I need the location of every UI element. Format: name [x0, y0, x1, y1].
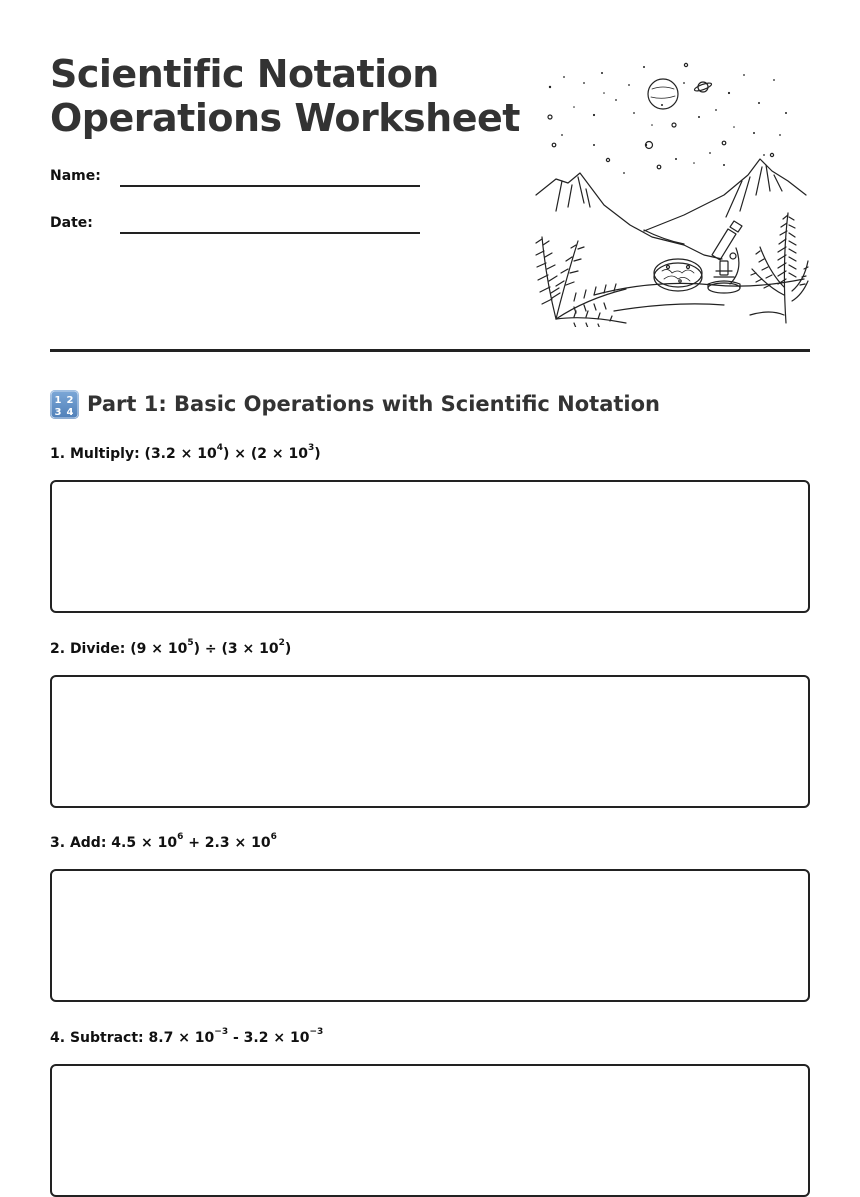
expression-part: (9 × 10	[130, 641, 188, 657]
part1-title: Part 1: Basic Operations with Scientific Notation	[87, 392, 660, 416]
title-line-2: Operations Worksheet	[50, 96, 520, 140]
part1-heading	[50, 388, 660, 420]
exponent: −3	[214, 1027, 229, 1037]
expression-part: - 3.2 × 10	[228, 1030, 310, 1046]
name-field[interactable]	[50, 160, 430, 190]
question-2-label	[50, 638, 292, 657]
expression-part: ) × (2 × 10	[222, 446, 308, 462]
question-verb: Multiply:	[69, 446, 140, 462]
expression-part: )	[314, 446, 321, 462]
stars-icon	[549, 66, 787, 174]
date-label: Date:	[50, 215, 93, 231]
exponent: 4	[216, 443, 223, 453]
worksheet-title	[50, 52, 530, 140]
question-number: 2.	[50, 641, 66, 657]
question-3-label	[50, 832, 277, 851]
exponent: 6	[177, 832, 184, 842]
name-label: Name:	[50, 168, 101, 184]
expression-part: )	[284, 641, 292, 657]
answer-box-2[interactable]	[50, 675, 810, 808]
date-field[interactable]	[50, 207, 430, 237]
plant-right-icon	[750, 213, 808, 323]
name-line[interactable]	[120, 185, 420, 187]
fern-left-icon	[536, 237, 626, 327]
svg-text:2: 2	[66, 394, 74, 406]
expression-part: 4.5 × 10	[111, 835, 178, 851]
exponent: 5	[187, 638, 194, 648]
exponent: −3	[309, 1027, 324, 1037]
answer-box-4[interactable]	[50, 1064, 810, 1197]
svg-text:4: 4	[66, 406, 74, 418]
question-verb: Subtract:	[69, 1030, 144, 1046]
exponent: 2	[278, 638, 285, 648]
question-number: 1.	[50, 446, 66, 462]
expression-part: ) ÷ (3 × 10	[193, 641, 279, 657]
ground-line	[594, 279, 804, 295]
title-line-1: Scientific Notation	[50, 52, 439, 96]
saturn-icon	[694, 81, 713, 92]
question-4-label	[50, 1027, 324, 1046]
input-numbers-icon	[50, 390, 79, 419]
header-divider	[50, 349, 810, 352]
question-number: 4.	[50, 1030, 66, 1046]
svg-text:1: 1	[54, 394, 62, 406]
expression-part: 8.7 × 10	[148, 1030, 215, 1046]
expression-part: (3.2 × 10	[144, 446, 217, 462]
exponent: 3	[307, 443, 315, 453]
expression-part: + 2.3 × 10	[183, 835, 271, 851]
petri-dish-icon	[654, 259, 702, 291]
date-line[interactable]	[120, 232, 420, 234]
question-number: 3.	[50, 835, 66, 851]
worksheet-page	[50, 0, 810, 1161]
question-1-label	[50, 443, 321, 462]
question-verb: Add:	[69, 835, 107, 851]
question-verb: Divide:	[69, 641, 126, 657]
exponent: 6	[270, 832, 277, 842]
science-landscape-illustration	[534, 55, 810, 327]
svg-text:3: 3	[54, 406, 62, 418]
moon-icon	[648, 79, 678, 109]
answer-box-3[interactable]	[50, 869, 810, 1002]
worksheet-header	[50, 0, 810, 352]
answer-box-1[interactable]	[50, 480, 810, 613]
